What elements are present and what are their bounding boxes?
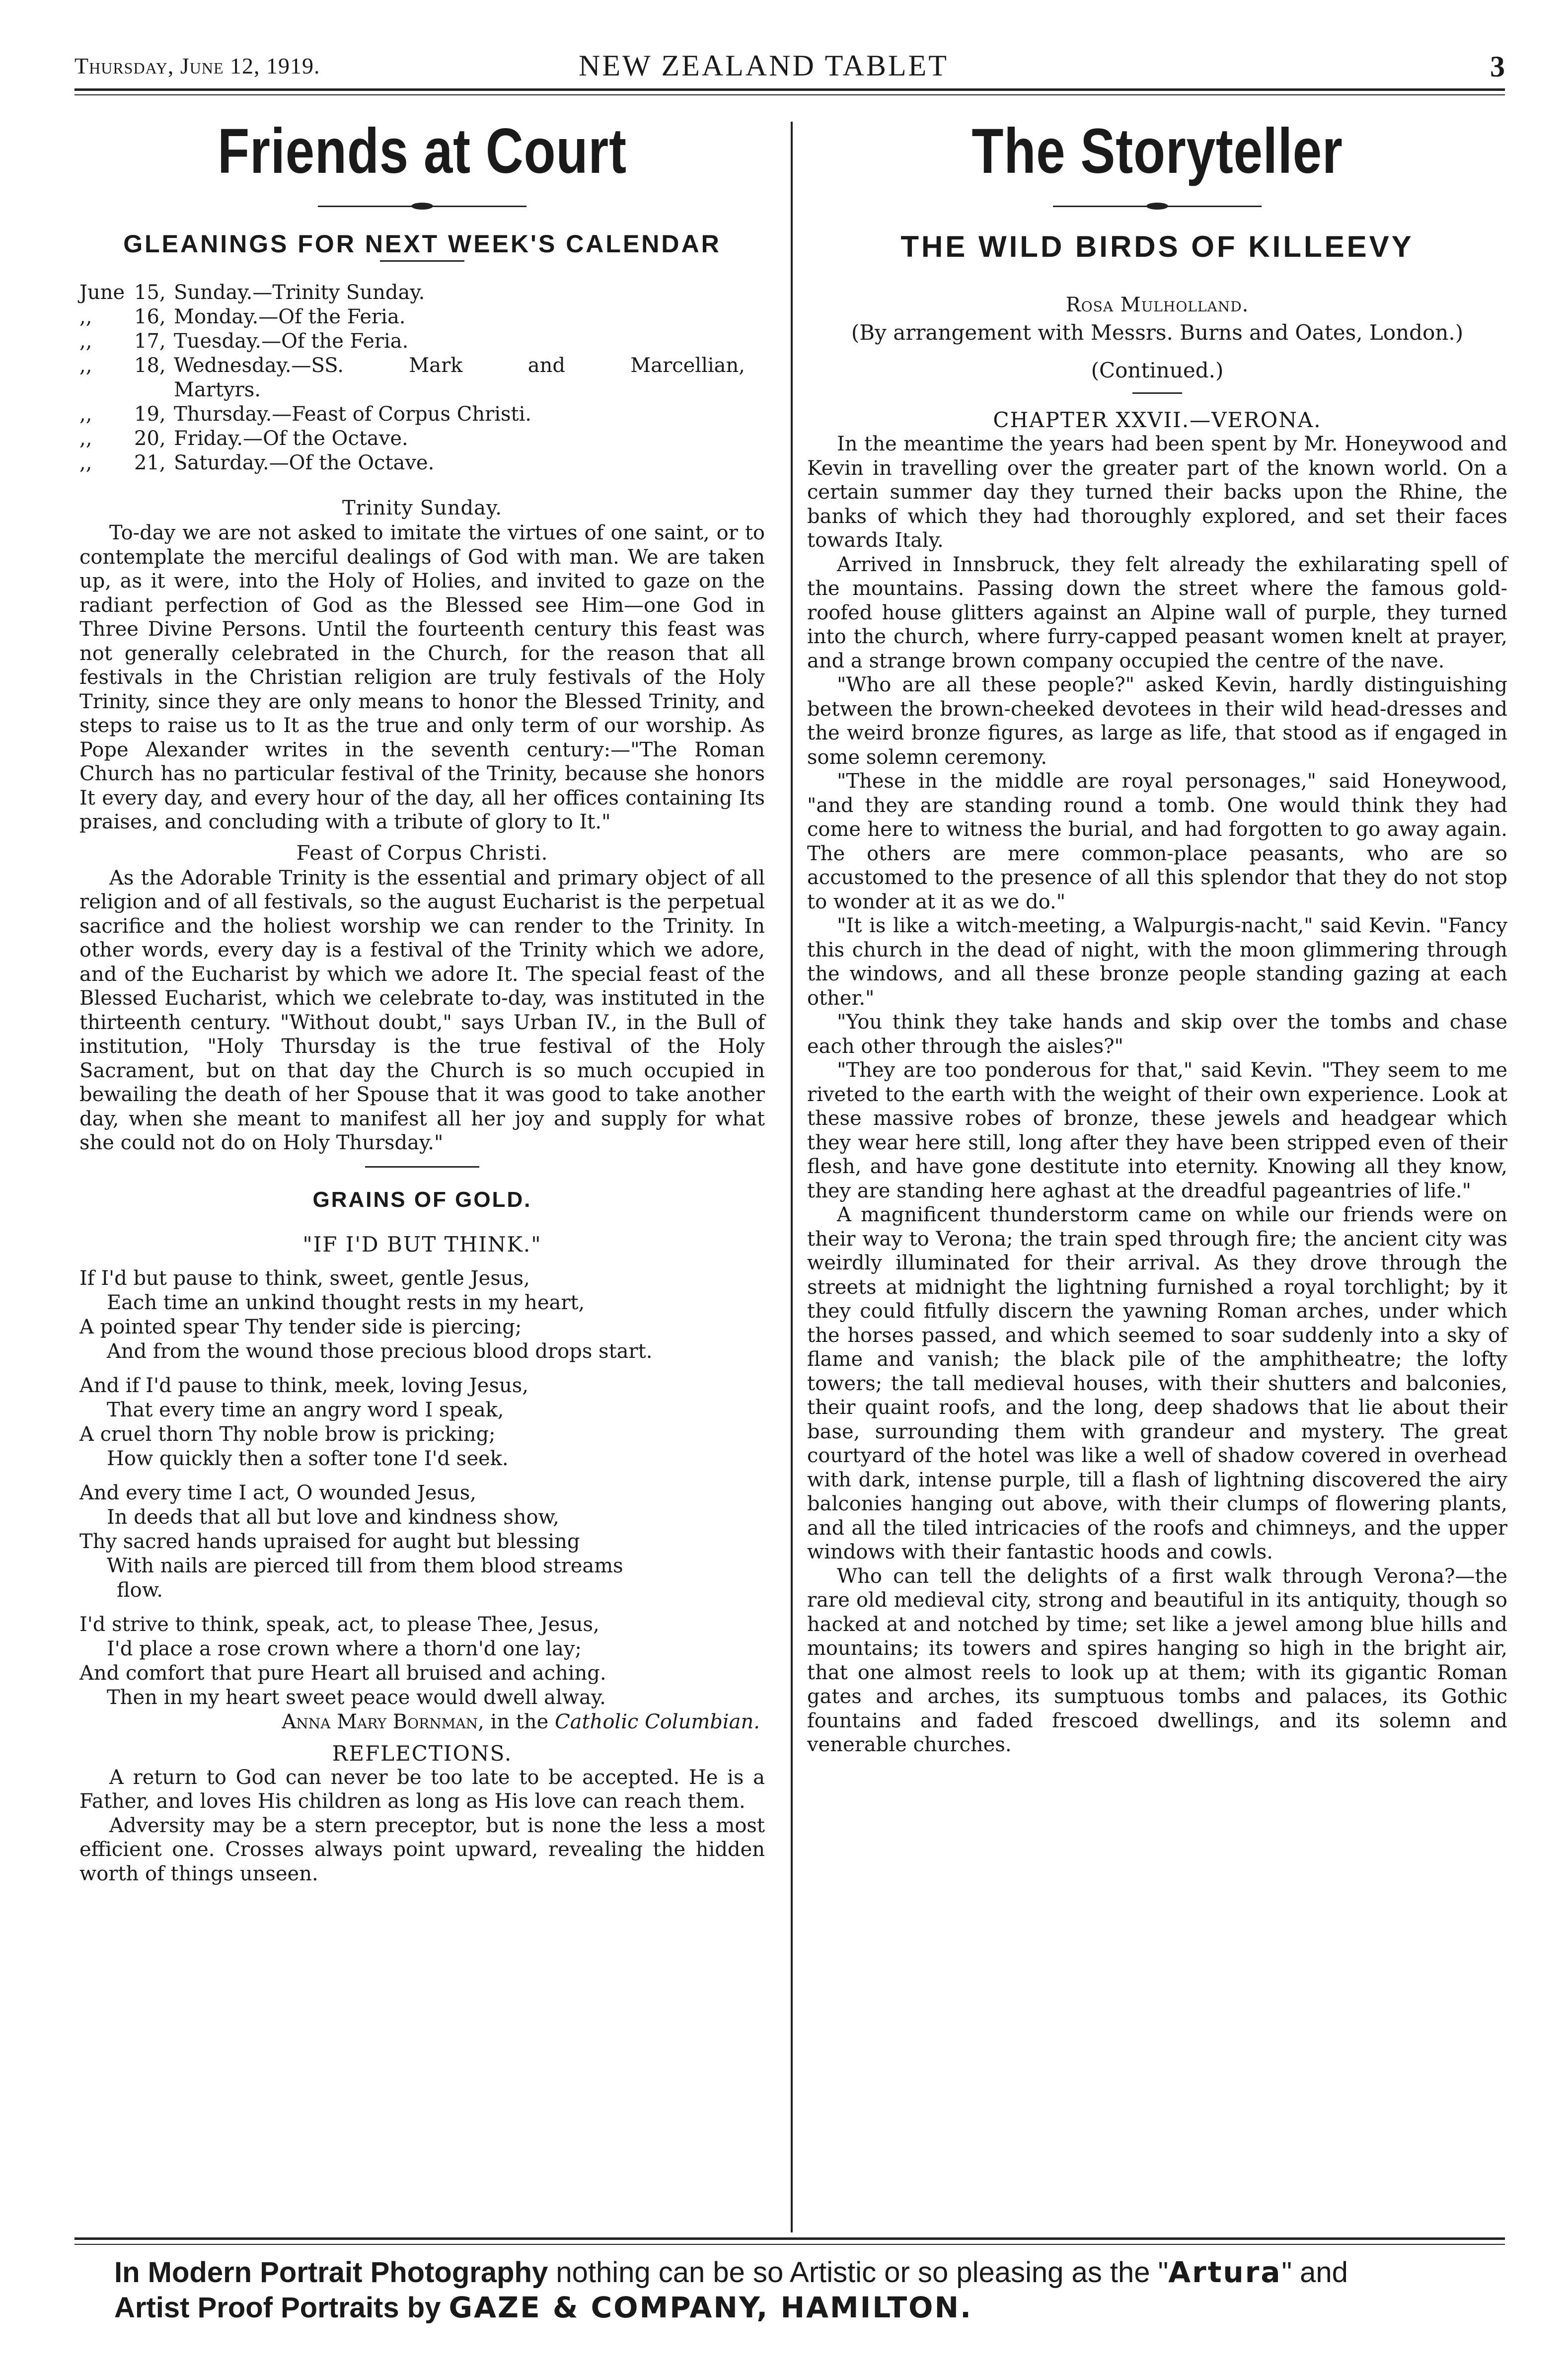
corpus-christi-text: As the Adorable Trinity is the essential and primary object of all religion and of all festivals, so the august Eucharist is the perpetual sacrifice and the holiest worship we can render to the Trinity. In other words, every day is a festival of the Trinity which we adore, and of the Eucharist by which we adore It. The special feast of the Blessed Eucharist, which we celebrate to-day, was instituted in the thirteenth century. "Without doubt," says Urban IV., in the Bull of institution, "Holy Thursday is the true festival of the Holy Sacrament, but on that day the Church is so much occupied in bewailing the death of her Spouse that it was good to take another day, when she meant to manifest all her joy and supply for what she could not do on Holy Thursday." bbox=[79, 866, 765, 1154]
reflection-paragraph: A return to God can never be too late to be accepted. He is a Father, and loves His children as long as His love can reach them. bbox=[79, 1766, 765, 1813]
issue-date: Thursday, June 12, 1919. bbox=[75, 53, 320, 78]
advertisement-rule bbox=[75, 2237, 1505, 2240]
poem-attribution: Anna Mary Bornman, in the Catholic Columbian. bbox=[282, 1710, 760, 1733]
corpus-christi-title: Feast of Corpus Christi. bbox=[296, 841, 548, 865]
chapter-title: CHAPTER XXVII.—VERONA. bbox=[993, 408, 1322, 432]
poem-stanza: And every time I act, O wounded Jesus, In deeds that all but love and kindness show, Thy sacred hands upraised for aught but blessing With nails are pierced till from them blood streams flow. bbox=[79, 1481, 623, 1602]
poem-stanza: If I'd but pause to think, sweet, gentle Jesus, Each time an unkind thought rests in my heart, A pointed spear Thy tender side is piercing; And from the wound those precious blood drops start. bbox=[79, 1266, 653, 1363]
story-paragraph: "You think they take hands and skip over the tombs and chase each other through the aisles?" bbox=[807, 1011, 1507, 1058]
continued-label: (Continued.) bbox=[1091, 358, 1224, 382]
masthead-rule bbox=[75, 88, 1505, 91]
friends-at-court-heading: Friends at Court bbox=[218, 116, 627, 187]
calendar-row: June 15, Sunday.—Trinity Sunday. bbox=[79, 281, 425, 304]
story-paragraph: "They are too ponderous for that," said Kevin. "They seem to me riveted to the earth with the weight of their own experience. Look at these massive robes of bronze, these jewels and headgear which they wear here still, long after they have been stripped even of their flesh, and have gone destitute into eternity. Knowing all they know, they are standing here aghast at the dreadful pageantries of life." bbox=[807, 1059, 1507, 1202]
poem-stanza: I'd strive to think, speak, act, to please Thee, Jesus, I'd place a rose crown where a thorn'd one lay; And comfort that pure Heart all bruised and aching. Then in my heart sweet peace would dwell alway. bbox=[79, 1613, 606, 1709]
reflections-heading: REFLECTIONS. bbox=[332, 1741, 513, 1766]
storyteller-column bbox=[807, 114, 1507, 1757]
grains-of-gold-heading: GRAINS OF GOLD. bbox=[312, 1187, 532, 1212]
story-title: THE WILD BIRDS OF KILLEEVY bbox=[900, 230, 1414, 263]
trinity-sunday-text: To-day we are not asked to imitate the virtues of one saint, or to contemplate the merciful dealings of God with man. We are taken up, as it were, into the Holy of Holies, and invited to gaze on the radiant perfection of God as the Blessed see Him—one God in Three Divine Persons. Until the fourteenth century this feast was not generally celebrated in the Church, for the reason that all festivals in the Christian religion are truly festivals of the Holy Trinity, since they are only means to honor the Blessed Trinity, and steps to raise us to It as the true and only term of our worship. As Pope Alexander writes in the seventh century:—"The Roman Church has no particular festival of the Trinity, because she honors It every day, and every hour of the day, all her offices containing Its praises, and concluding with a tribute of glory to It." bbox=[79, 521, 765, 833]
calendar-heading: GLEANINGS FOR NEXT WEEK'S CALENDAR bbox=[123, 230, 721, 258]
advertisement-rule-thin bbox=[75, 2244, 1505, 2245]
publication-title: NEW ZEALAND TABLET bbox=[579, 49, 949, 82]
calendar-row: ,, 18, Wednesday.—SS. Mark and Marcellian, bbox=[79, 354, 745, 377]
reflection-paragraph: Adversity may be a stern preceptor, but is none the less a most efficient one. Crosses always point upward, revealing the hidden worth of things unseen. bbox=[79, 1814, 765, 1885]
story-paragraph: "These in the middle are royal personages," said Honeywood, "and they are standing round a tomb. One would think they had come here to witness the burial, and had forgotten to go away again. The others are mere common-place peasants, who are so accustomed to the presence of all this splendor that they do not stop to wonder at it as we do." bbox=[807, 770, 1507, 913]
story-paragraph: Arrived in Innsbruck, they felt already the exhilarating spell of the mountains. Passing down the street where the famous gold-roofed house glitters against an Alpine wall of purple, they turned into the church, where furry-capped peasant women knelt at prayer, and a strange brown company occupied the centre of the nave. bbox=[807, 553, 1507, 672]
calendar-row: ,, 20, Friday.—Of the Octave. bbox=[79, 427, 408, 450]
column-divider bbox=[791, 122, 793, 2232]
calendar-row: ,, 19, Thursday.—Feast of Corpus Christi. bbox=[79, 403, 532, 426]
story-paragraph: "It is like a witch-meeting, a Walpurgis-nacht," said Kevin. "Fancy this church in the dead of night, with the moon glimmering through the windows, and all these bronze people standing gazing at each other." bbox=[807, 914, 1507, 1010]
calendar-row: ,, 16, Monday.—Of the Feria. bbox=[79, 305, 406, 328]
calendar-heading-rule bbox=[380, 260, 464, 262]
masthead-rule-thin bbox=[75, 94, 1505, 95]
friends-at-court-column bbox=[79, 114, 765, 1886]
ornament-divider bbox=[318, 203, 526, 210]
masthead bbox=[75, 49, 1505, 87]
story-paragraph: "Who are all these people?" asked Kevin, hardly distinguishing between the brown-cheeked devotees in their wild head-dresses and the weird bronze figures, as large as life, that stood as if engaged in some solemn ceremony. bbox=[807, 673, 1507, 769]
storyteller-heading: The Storyteller bbox=[971, 116, 1343, 187]
calendar-row: Martyrs. bbox=[174, 378, 261, 401]
story-arrangement: (By arrangement with Messrs. Burns and Oates, London.) bbox=[851, 320, 1464, 345]
story-paragraph: A magnificent thunderstorm came on while our friends were on their way to Verona; the train sped through fire; the ancient city was weirdly illuminated for their arrival. As they drove through the streets at midnight the lightning furnished a royal torchlight; by it they could fitfully discern the yawning Roman arches, under which the horses passed, and which seemed to soar suddenly into a sky of flame and vanish; the black pile of the amphitheatre; the lofty towers; the tall medieval houses, with their shutters and balconies, their quaint roofs, and the long, deep shadows that lie about their base, surrounding them with grandeur and mystery. The great courtyard of the hotel was like a well of shadow covered in overhead with dark, intense purple, till a flash of lightning discovered the airy balconies hanging out above, with their clumps of flowering plants, and all the tiled intricacies of the roofs and chimneys, and the upper windows with their fantastic hoods and cowls. bbox=[807, 1203, 1507, 1563]
calendar-list bbox=[79, 281, 765, 475]
story-paragraph: In the meantime the years had been spent by Mr. Honeywood and Kevin in travelling over the greater part of the known world. On a certain summer day they turned their backs upon the Rhine, the banks of which they had thoroughly explored, and set their faces towards Italy. bbox=[807, 433, 1507, 552]
story-author: Rosa Mulholland. bbox=[1065, 294, 1249, 316]
calendar-row: ,, 17, Tuesday.—Of the Feria. bbox=[79, 330, 409, 353]
calendar-row: ,, 21, Saturday.—Of the Octave. bbox=[79, 451, 435, 474]
poem-stanza: And if I'd pause to think, meek, loving Jesus, That every time an angry word I speak, A cruel thorn Thy noble brow is pricking; How quickly then a softer tone I'd seek. bbox=[79, 1374, 528, 1470]
photography-advertisement: In Modern Portrait Photography nothing can be so Artistic or so pleasing as the "Artura" and Artist Proof Portraits by GAZE & COMPANY, HAMILTON. bbox=[114, 2255, 1348, 2324]
trinity-sunday-title: Trinity Sunday. bbox=[342, 497, 502, 519]
page-number: 3 bbox=[1490, 50, 1505, 83]
poem-title: "IF I'D BUT THINK." bbox=[302, 1232, 542, 1257]
story-paragraph: Who can tell the delights of a first walk through Verona?—the rare old medieval city, strong and beautiful in its antiquity, though so hacked at and notched by time; set like a jewel among blue hills and mountains; its towers and spires hanging so high in the bright air, that one almost reels to look up at them; with its gigantic Roman gates and arches, its sumptuous tombs and palaces, its Gothic fountains and faded frescoed dwellings, and its solemn and venerable churches. bbox=[807, 1564, 1507, 1756]
section-rule bbox=[365, 1166, 479, 1168]
ornament-divider bbox=[1053, 203, 1262, 210]
small-rule bbox=[1132, 392, 1182, 394]
